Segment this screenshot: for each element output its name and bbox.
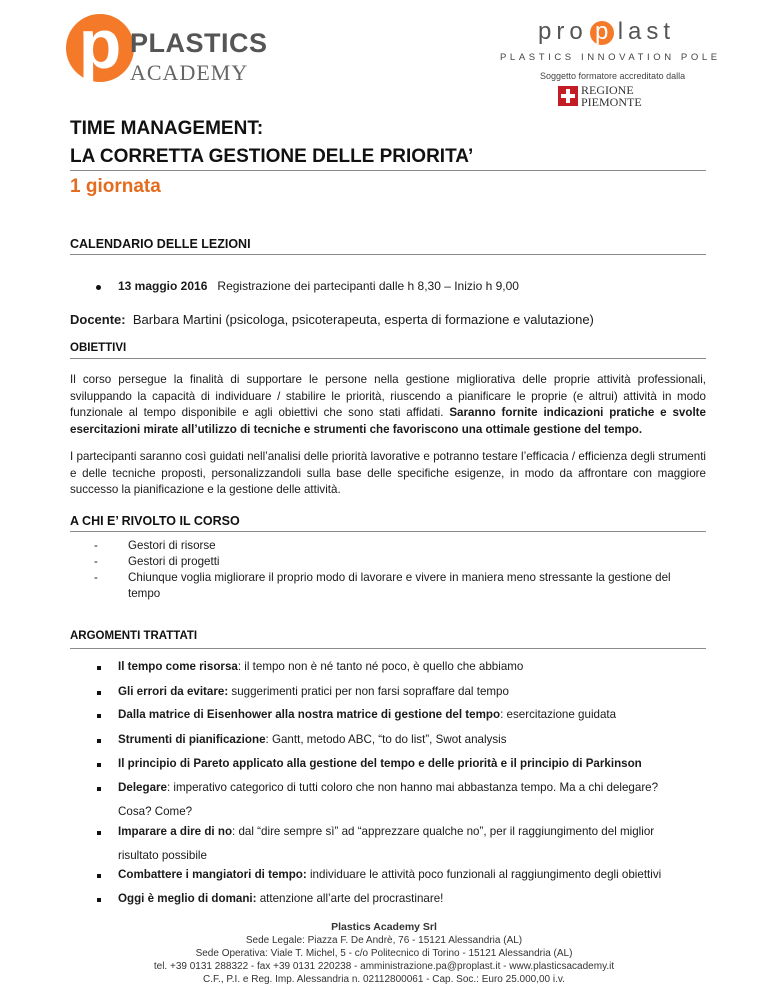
footer-contacts: tel. +39 0131 288322 - fax +39 0131 220238 - amministrazione.pa@proplast.it - www.plasticsacademy.it [153,961,615,972]
calendar-bullet [96,285,101,290]
audience-item: Gestori di progetti [128,555,220,568]
audience-item: Chiunque voglia migliorare il proprio modo di lavorare e vivere in maniera meno stressante la gestione del [128,571,671,584]
topic-bullet [97,763,101,767]
regione-piemonte-flag-icon [558,86,578,106]
audience-dash: - [94,539,98,552]
footer-company: Plastics Academy Srl [331,921,437,933]
logo-text-academy: ACADEMY [130,60,249,85]
logo-letter: p [78,5,122,83]
calendar-date: 13 maggio 2016 [118,279,208,293]
teacher-line [70,312,594,327]
objectives-paragraph-1: Il corso persegue la finalità di supportare le persone nella gestione migliorativa delle proprie attività professionali, sviluppando la capacità di individuare / stabilire le priorità, riuscendo a pianificare le proprie (e altrui) attività in modo funzionale al tempo disponibile e agli obiettivi che sono stati affidati. Saranno fornite indicazioni pratiche e svolte esercitazioni mirate all’utilizzo di tecniche e strumenti che favoriscono una ottimale gestione del tempo. [70,373,706,436]
topic-item: Imparare a dire di no: dal “dire sempre sì” ad “apprezzare qualche no”, per il raggiungimento del miglior [118,825,655,838]
footer-operative-address: Sede Operativa: Viale T. Michel, 5 - c/o Politecnico di Torino - 15121 Alessandria (AL) [195,948,573,959]
objectives-paragraph-2: I partecipanti saranno così guidati nell’analisi delle priorità lavorative e potranno testare l’efficacia / efficienza degli strumenti e delle tecniche proposti, personalizzandoli sulla base delle specifiche esigenze, in modo da affrontare con maggiore successo la pianificazione e la gestione delle attività. [70,450,706,496]
audience-item: Gestori di risorse [128,539,216,552]
topic-item: Combattere i mangiatori di tempo: individuare le attività poco funzionali al raggiungimento degli obiettivi [118,868,662,881]
topic-item: Dalla matrice di Eisenhower alla nostra matrice di gestione del tempo: esercitazione guidata [118,708,617,721]
topic-item-continued: risultato possibile [118,849,207,862]
topic-bullet [97,874,101,878]
topics-divider [70,648,706,649]
teacher-label: Docente: [70,312,126,327]
audience-divider [70,531,706,532]
calendar-divider [70,254,706,255]
topic-item: Il principio di Pareto applicato alla gestione del tempo e delle priorità e il principio di Parkinson [118,757,642,770]
calendar-detail: Registrazione dei partecipanti dalle h 8,30 – Inizio h 9,00 [217,279,519,293]
topic-item: Delegare: imperativo categorico di tutti coloro che non hanno mai abbastanza tempo. Ma a chi delegare? [118,781,659,794]
proplast-logo [500,18,740,118]
proplast-wordmark: pro p last [538,18,676,45]
audience-dash: - [94,555,98,568]
topic-bullet [97,714,101,718]
objectives-divider [70,358,706,359]
footer [0,921,768,986]
objectives-heading: OBIETTIVI [70,342,127,354]
topics-heading: ARGOMENTI TRATTATI [70,630,198,642]
audience-dash: - [94,571,98,584]
topic-item: Gli errori da evitare: suggerimenti pratici per non farsi sopraffare dal tempo [118,685,509,698]
page-title-line1: TIME MANAGEMENT: [70,118,264,139]
topic-bullet [97,898,101,902]
calendar-heading: CALENDARIO DELLE LEZIONI [70,237,251,251]
topic-bullet [97,831,101,835]
topic-bullet [97,787,101,791]
topic-bullet [97,666,101,670]
plastics-academy-logo [66,5,268,85]
footer-legal-address: Sede Legale: Piazza F. De Andrè, 76 - 15121 Alessandria (AL) [245,935,523,946]
accreditation-text: Soggetto formatore accreditato dalla [540,71,686,81]
page-title-line2: LA CORRETTA GESTIONE DELLE PRIORITA’ [70,146,474,167]
course-duration: 1 giornata [70,176,161,197]
topic-bullet [97,739,101,743]
topic-item-continued: Cosa? Come? [118,805,193,818]
footer-registration: C.F., P.I. e Reg. Imp. Alessandria n. 02112800061 - Cap. Soc.: Euro 25.000,00 i.v. [203,974,565,985]
audience-item-continued: tempo [128,587,161,600]
topic-item: Il tempo come risorsa: il tempo non è né tanto né poco, è quello che abbiamo [118,660,524,673]
title-divider [70,170,706,171]
proplast-tagline: PLASTICS INNOVATION POLE [500,52,721,63]
teacher-name: Barbara Martini (psicologa, psicoterapeuta, esperta di formazione e valutazione) [132,312,594,327]
logo-text-plastics: PLASTICS [130,28,268,58]
audience-heading: A CHI E’ RIVOLTO IL CORSO [70,514,240,528]
topic-item: Oggi è meglio di domani: attenzione all’arte del procrastinare! [118,892,444,905]
topic-bullet [97,691,101,695]
topic-item: Strumenti di pianificazione: Gantt, metodo ABC, “to do list”, Swot analysis [118,733,507,746]
regione-piemonte-name: REGIONE PIEMONTE [581,83,642,109]
objectives-highlight: Saranno fornite indicazioni pratiche e svolte esercitazioni mirate all’utilizzo di tecniche e strumenti che favoriscono una ottimale gestione del tempo. [70,406,706,436]
calendar-entry [118,278,519,295]
